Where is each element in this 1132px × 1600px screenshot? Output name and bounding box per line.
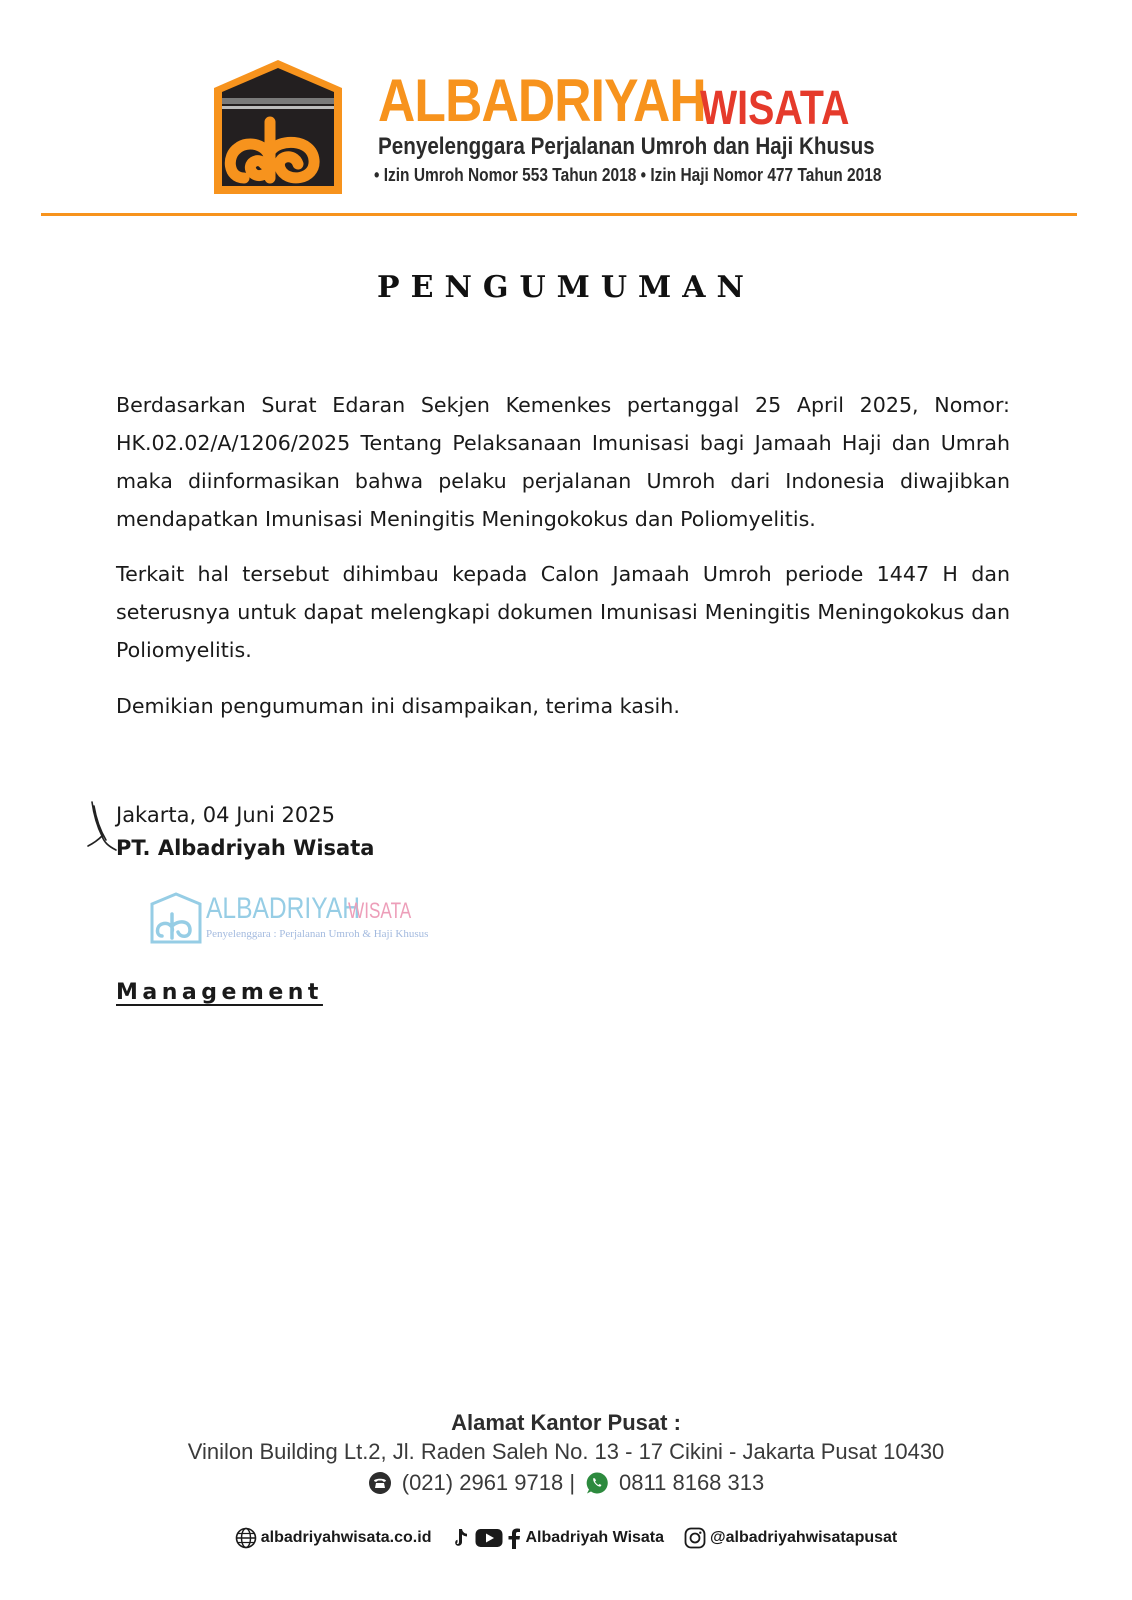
footer-contacts [0, 1470, 1132, 1496]
company-tagline: Penyelenggara Perjalanan Umroh dan Haji Khusus [378, 133, 875, 160]
albadriyah-logo [214, 60, 342, 194]
instagram-icon [684, 1527, 706, 1549]
instagram-link[interactable] [684, 1527, 897, 1549]
footer-address: Vinilon Building Lt.2, Jl. Raden Saleh No. 13 - 17 Cikini - Jakarta Pusat 10430 [187, 1439, 945, 1464]
stamp-logo-icon [150, 892, 202, 944]
place-date: Jakarta, 04 Juni 2025 [116, 803, 335, 827]
phone-number[interactable]: (021) 2961 9718 | [401, 1470, 576, 1495]
paragraph-2: Terkait hal tersebut dihimbau kepada Calon Jamaah Umroh periode 1447 H dan seterusnya untuk dapat melengkapi dokumen Imunisasi Meningitis Meningokokus dan Poliomyelitis. [116, 562, 1010, 662]
footer-social [0, 1527, 1132, 1549]
facebook-icon [507, 1527, 521, 1549]
stamp-main-text: ALBADRIYAH [206, 892, 361, 925]
company-stamp [150, 892, 429, 948]
header-divider [41, 213, 1077, 216]
brand-sub: WISATA [700, 82, 850, 135]
whatsapp-number[interactable]: 0811 8168 313 [619, 1470, 765, 1495]
footer-title: Alamat Kantor Pusat : [451, 1410, 681, 1435]
website-link[interactable] [235, 1527, 432, 1549]
brand-name [378, 67, 918, 135]
signatory-title: Management [116, 980, 323, 1005]
stamp-tagline: Penyelenggara : Perjalanan Umroh & Haji Khusus [206, 928, 429, 940]
license-numbers: • Izin Umroh Nomor 553 Tahun 2018 • Izin Haji Nomor 477 Tahun 2018 [374, 165, 882, 185]
paragraph-1: Berdasarkan Surat Edaran Sekjen Kemenkes pertanggal 25 April 2025, Nomor: HK.02.02/A/1206/2025 Tentang Pelaksanaan Imunisasi bagi Jamaah Haji dan Umrah maka diinformasikan bahwa pelaku perjalanan Umroh dari Indonesia diwajibkan mendapatkan Imunisasi Meningitis Meningokokus dan Poliomyelitis. [116, 393, 1010, 531]
company-name: PT. Albadriyah Wisata [116, 836, 375, 860]
youtube-icon [475, 1528, 503, 1548]
whatsapp-icon [585, 1471, 609, 1495]
phone-icon [368, 1471, 392, 1495]
tiktok-icon [451, 1527, 471, 1549]
stamp-sub-text: WISATA [348, 898, 412, 923]
social-name: Albadriyah Wisata [525, 1529, 665, 1546]
social-media-link[interactable] [451, 1527, 664, 1549]
paragraph-3: Demikian pengumuman ini disampaikan, terima kasih. [116, 694, 680, 718]
document-title: PENGUMUMAN [377, 270, 755, 305]
globe-icon [235, 1527, 257, 1549]
brand-main: ALBADRIYAH [378, 67, 706, 134]
website-text: albadriyahwisata.co.id [260, 1529, 432, 1546]
instagram-handle: @albadriyahwisatapusat [710, 1529, 898, 1546]
